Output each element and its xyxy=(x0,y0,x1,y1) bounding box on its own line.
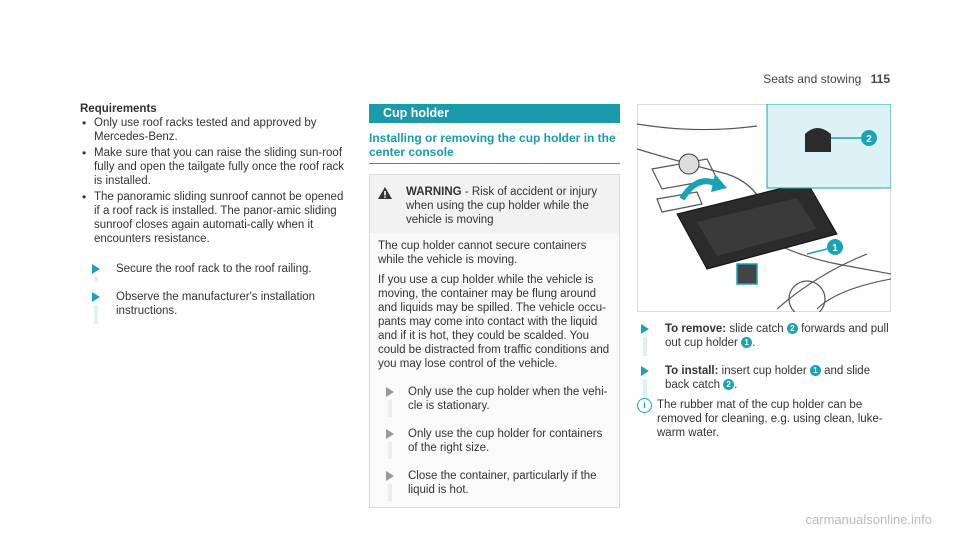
callout-2: 2 xyxy=(866,134,872,145)
step-text: . xyxy=(734,379,738,391)
warning-para: If you use a cup holder while the vehicle is moving, the container may be flung around and liquids may be spilled. The vehicle occu-pants may come into contact with the liquid and if it is hot, they could be scalded. You could be distracted from traffic conditions and you may lose control of the vehicle. xyxy=(378,274,610,370)
arrow-icon xyxy=(92,264,100,274)
step-bar xyxy=(643,337,647,356)
step-text: forwards and pull out cup holder xyxy=(665,323,889,349)
callout-badge: 1 xyxy=(741,337,752,348)
cup-holder-illustration xyxy=(637,104,891,312)
instructions-section xyxy=(637,322,891,440)
arrow-icon xyxy=(386,387,394,397)
step-bar xyxy=(94,305,98,324)
arrow-icon xyxy=(641,324,649,334)
step-install xyxy=(637,364,891,392)
watermark[interactable]: carmanualsonline.info xyxy=(805,512,932,527)
step-text: Observe the manufacturer's installation instructions. xyxy=(116,291,316,317)
requirements-title: Requirements xyxy=(80,103,157,115)
note-text: The rubber mat of the cup holder can be removed for cleaning, e.g. using clean, luke-warm water. xyxy=(657,399,883,439)
remove-label: To remove: xyxy=(665,323,727,335)
page-number: 115 xyxy=(870,72,890,86)
step-text: insert cup holder xyxy=(718,365,810,377)
info-note xyxy=(637,398,891,440)
warning-box xyxy=(369,174,620,508)
warning-head-text: - Risk of accident or injury when using the cup holder while the vehicle is moving xyxy=(406,186,598,226)
step-observe-instructions xyxy=(80,290,350,318)
callout-badge: 1 xyxy=(810,365,821,376)
section-title: Seats and stowing xyxy=(763,72,862,86)
callout-badge: 2 xyxy=(787,323,798,334)
warning-body xyxy=(370,233,619,507)
step-bar xyxy=(388,442,392,459)
step-bar xyxy=(94,277,98,282)
step-bar xyxy=(388,400,392,417)
step-text: Close the container, particularly if the liquid is hot. xyxy=(408,470,597,496)
install-label: To install: xyxy=(665,365,719,377)
step-remove xyxy=(637,322,891,350)
cupholder-section xyxy=(369,104,620,508)
callout-1: 1 xyxy=(832,243,838,254)
step-text: Only use the cup holder for containers of the right size. xyxy=(408,428,603,454)
step-secure-rack xyxy=(80,262,350,276)
warning-para: The cup holder cannot secure containers while the vehicle is moving. xyxy=(378,240,587,266)
list-item: • The panoramic sliding sunroof cannot be opened if a roof rack is installed. The panor-amic sliding sunroof closes again automati-cally when it encounters resistance. xyxy=(80,190,350,246)
arrow-icon xyxy=(386,429,394,439)
section-heading: Cup holder xyxy=(369,104,620,123)
subsection-title: Installing or removing the cup holder in the center console xyxy=(369,131,620,164)
requirements-section xyxy=(80,102,350,318)
requirements-list xyxy=(80,116,350,246)
callout-badge: 2 xyxy=(723,379,734,390)
step-text: Only use the cup holder when the vehi-cle is stationary. xyxy=(408,386,608,412)
step-bar xyxy=(643,379,647,398)
arrow-icon xyxy=(92,292,100,302)
arrow-icon xyxy=(641,366,649,376)
list-item: • Only use roof racks tested and approved by Mercedes-Benz. xyxy=(80,116,350,144)
list-item: • Make sure that you can raise the sliding sun-roof fully and open the tailgate fully once the roof rack is installed. xyxy=(80,146,350,188)
arrow-icon xyxy=(386,471,394,481)
warning-step xyxy=(378,469,611,497)
step-text: and slide back catch xyxy=(665,365,871,391)
step-bar xyxy=(388,484,392,501)
warning-label: WARNING xyxy=(406,186,462,198)
step-text: Secure the roof rack to the roof railing. xyxy=(116,263,312,275)
step-text: . xyxy=(752,337,756,349)
warning-icon xyxy=(378,187,392,199)
page-header xyxy=(763,72,890,86)
warning-step xyxy=(378,385,611,413)
warning-header xyxy=(370,175,619,233)
step-text: slide catch xyxy=(726,323,787,335)
info-icon: i xyxy=(637,398,652,413)
warning-step xyxy=(378,427,611,455)
